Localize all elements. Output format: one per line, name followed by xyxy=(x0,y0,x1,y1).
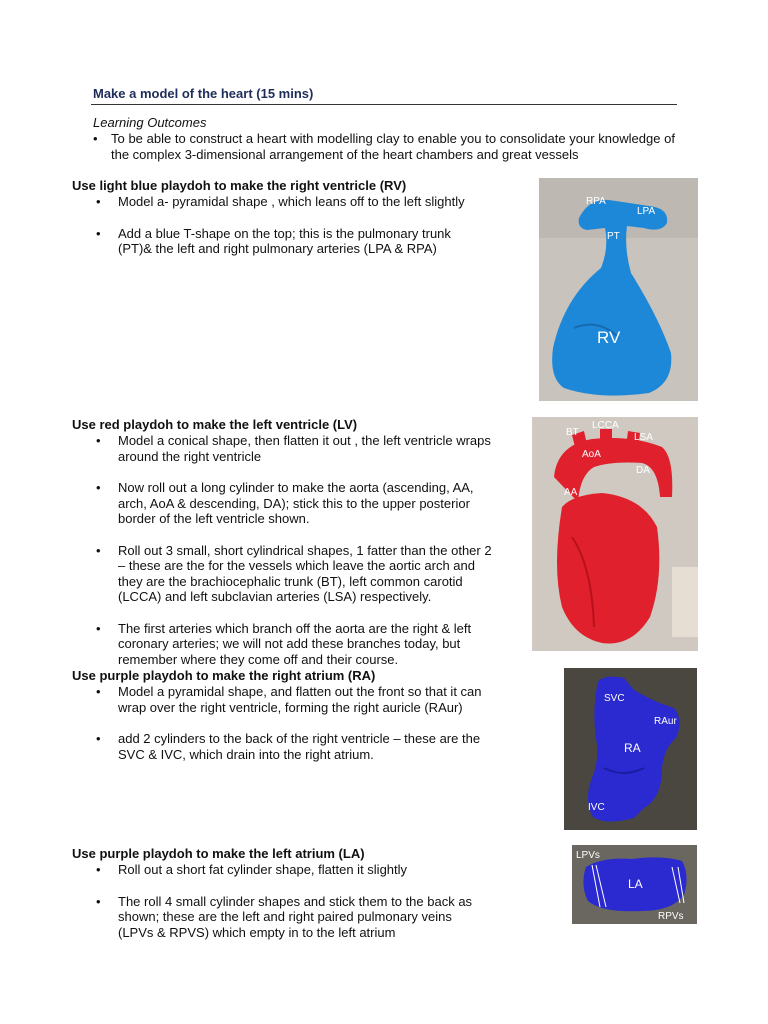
la-instructions xyxy=(96,862,476,940)
la-section-heading: Use purple playdoh to make the left atrium (LA) xyxy=(72,846,365,861)
image-label: RPA xyxy=(586,196,606,207)
lv-photo xyxy=(532,417,698,651)
list-item: • add 2 cylinders to the back of the right ventricle – these are the SVC & IVC, which drain into the right atrium. xyxy=(96,731,496,762)
image-label: RPVs xyxy=(658,911,684,922)
rv-instructions xyxy=(96,194,466,257)
image-label: RAur xyxy=(654,716,677,727)
title-rule xyxy=(91,104,677,105)
image-label: RV xyxy=(597,328,621,347)
image-label: AoA xyxy=(582,449,601,460)
image-label: LCCA xyxy=(592,420,619,431)
image-label: PT xyxy=(607,231,620,242)
image-label: DA xyxy=(636,465,650,476)
ra-photo xyxy=(564,668,697,830)
list-item: • Model a pyramidal shape, and flatten out the front so that it can wrap over the right ventricle, forming the right auricle (RAur) xyxy=(96,684,496,715)
learning-outcome-item: • To be able to construct a heart with modelling clay to enable you to consolidate your knowledge of the complex 3-dimensional arrangement of the heart chambers and great vessels xyxy=(93,131,675,163)
ra-instructions xyxy=(96,684,496,762)
lv-instructions xyxy=(96,433,496,667)
page-title: Make a model of the heart (15 mins) xyxy=(93,86,314,101)
learning-outcomes-list xyxy=(93,131,675,163)
image-label: AA xyxy=(564,487,578,498)
list-item: • Model a conical shape, then flatten it out , the left ventricle wraps around the right ventricle xyxy=(96,433,496,464)
image-label: LA xyxy=(628,877,643,891)
list-item: • Now roll out a long cylinder to make the aorta (ascending, AA, arch, AoA & descending, DA); stick this to the upper posterior border of the left ventricle shown. xyxy=(96,480,496,527)
lv-section-heading: Use red playdoh to make the left ventricle (LV) xyxy=(72,417,358,432)
rv-section-heading: Use light blue playdoh to make the right ventricle (RV) xyxy=(72,178,407,193)
image-label: RA xyxy=(624,741,641,755)
la-photo xyxy=(572,845,697,924)
image-label: BT xyxy=(566,427,579,438)
image-label: LPVs xyxy=(576,850,600,861)
list-item: • Add a blue T-shape on the top; this is the pulmonary trunk (PT)& the left and right pulmonary arteries (LPA & RPA) xyxy=(96,226,466,257)
ra-section-heading: Use purple playdoh to make the right atrium (RA) xyxy=(72,668,376,683)
list-item: • Roll out 3 small, short cylindrical shapes, 1 fatter than the other 2 – these are the for the vessels which leave the aortic arch and they are the brachiocephalic trunk (BT), left common carotid (LCCA) and left subclavian arteries (LSA) respectively. xyxy=(96,543,496,605)
list-item: • Roll out a short fat cylinder shape, flatten it slightly xyxy=(96,862,476,878)
list-item: • Model a- pyramidal shape , which leans off to the left slightly xyxy=(96,194,466,210)
list-item: • The first arteries which branch off the aorta are the right & left coronary arteries; we will not add these branches today, but remember where they come off and their course. xyxy=(96,621,496,668)
image-label: LPA xyxy=(637,206,656,217)
list-item: • The roll 4 small cylinder shapes and stick them to the back as shown; these are the left and right paired pulmonary veins (LPVs & RPVS) which empty in to the left atrium xyxy=(96,894,476,941)
image-label: LSA xyxy=(634,432,653,443)
learning-outcomes-heading: Learning Outcomes xyxy=(93,115,207,130)
image-label: SVC xyxy=(604,693,625,704)
rv-photo xyxy=(539,178,698,401)
image-label: IVC xyxy=(588,802,605,813)
